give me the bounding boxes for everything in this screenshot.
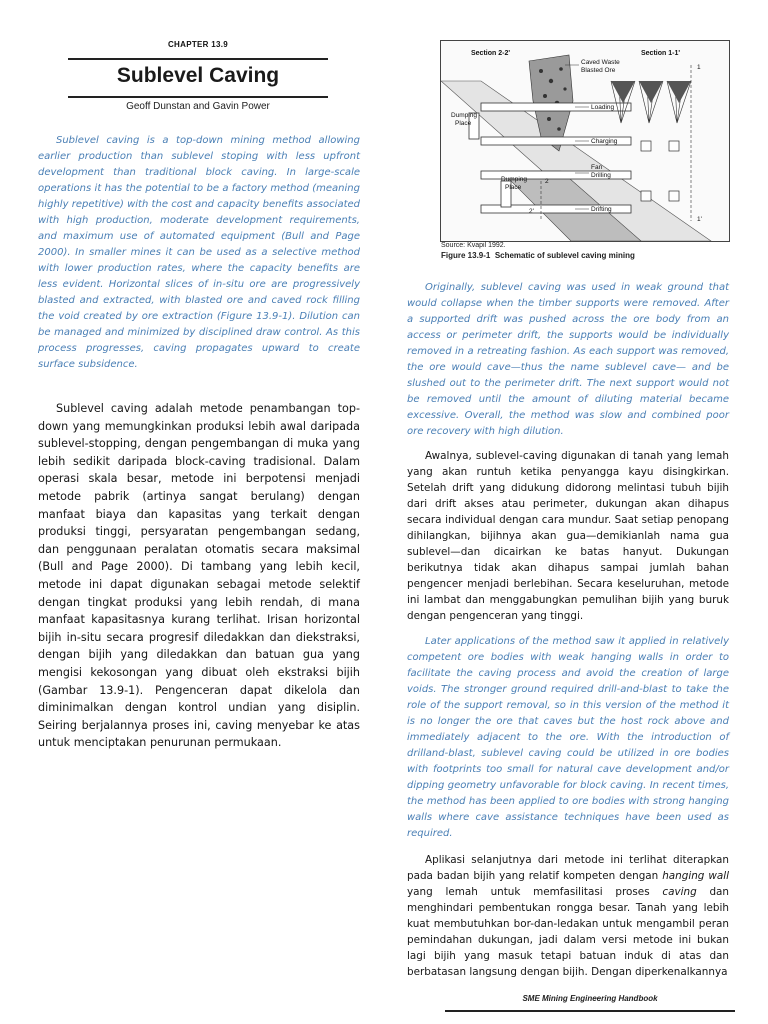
paragraph-2-english: Later applications of the method saw it applied in relatively competent ore bodies with weak hanging walls in order to facilitate the caving process and avoid the creation of large voids. The stronger ground required drill-and-blast to take the role of the support removal, so in this version of the method it is no longer the ore that caves but the host rock above and immediately adjacent to the ore. With the introduction of drilland-blast, sublevel caving could be utilized in ore bodies with footprints too small for natural cave development and/or dipping geometry unfavorable for block caving. In recent times, the method has been applied to ore bodies with strong hanging walls where cave assistance techniques have been used as required. xyxy=(407,636,729,839)
header-rule-top xyxy=(68,58,328,60)
label-dumping-2b: Place xyxy=(505,184,522,191)
label-section-1: Section 1-1' xyxy=(641,50,681,57)
para2-id-hanging-wall: hanging wall xyxy=(662,870,729,882)
chapter-number: CHAPTER 13.9 xyxy=(167,40,229,49)
label-mark-2: 2 xyxy=(545,178,549,185)
paragraph-1-indonesian: Awalnya, sublevel-caving digunakan di tanah yang lemah yang akan runtuh ketika penyangga kayu disingkirkan. Setelah drift yang didukung didorong melintasi tubuh bijih dari drift akses atau perimeter, dukungan akan dihapus secara individual dengan cara mundur. Saat setiap penopang dihilangkan, bijihnya akan gua—demikianlah nama gua sublevel—dan dicairkan ke batas hanyut. Dukungan berikutnya tidak akan dihapus sampai jumlah bahan pengencer menjadi berlebihan. Secara keseluruhan, metode ini lambat dan menggabungkan pemulihan bijih yang buruk dengan pengenceran yang tinggi. xyxy=(407,450,729,622)
label-dumping-1a: Dumping xyxy=(451,112,478,119)
drift-profile-2 xyxy=(669,141,679,151)
drift-profile-3 xyxy=(641,191,651,201)
para2-id-part-a: Aplikasi selanjutnya dari metode ini terlihat diterapkan pada badan bijih yang relatif kompeten dengan xyxy=(407,854,729,882)
label-dumping-1b: Place xyxy=(455,120,472,127)
paragraph-2-indonesian xyxy=(407,852,729,980)
para2-id-caving: caving xyxy=(662,886,697,898)
figure-source: Source: Kvapil 1992. xyxy=(441,242,506,249)
label-section-2: Section 2-2' xyxy=(471,50,511,57)
abstract-english: Sublevel caving is a top-down mining method allowing earlier production than sublevel stoping with less upfront development than traditional block caving. In large-scale operations it has the potential to be a factory method (meaning highly repetitive) with the cost and capacity benefits associated with high production, moderate development requirements, and maximum use of automated equipment (Bull and Page 2000). In smaller mines it can be used as a selective method with lower production rates, where the capacity benefits are less evident. Horizontal slices of in-situ ore are progressively blasted and extracted, with blasted ore and caved rock filling the void created by ore extraction (Figure 13.9-1). Dilution can be managed and minimized by disciplined draw control. As this process progresses, caving propagates upward to create surface subsidence. xyxy=(38,135,360,370)
para2-id-part-b: yang lemah untuk memfasilitasi proses xyxy=(407,886,663,898)
abstract-indonesian: Sublevel caving adalah metode penambangan top-down yang memungkinkan produksi lebih awal daripada sublevel-stopping, dengan pengembangan di muka yang lebih sedikit daripada block-caving tradisional. Dalam operasi skala besar, metode ini berpotensi menjadi metode pabrik (artinya sangat berulang) dengan manfaat biaya dan kapasitas yang terkait dengan produksi tinggi, persyaratan pengembangan sedang, dan penggunaan peralatan otomatis secara maksimal (Bull and Page 2000). Di tambang yang lebih kecil, metode ini dapat digunakan sebagai metode selektif dengan tingkat produksi yang lebih rendah, di mana manfaat kapasitasnya kurang terlihat. Irisan horizontal bijih in-situ secara progresif diledakkan dan diekstraksi, dengan bijih yang diledakkan dan batuan gua yang mengisi kekosongan yang dibuat oleh ekstraksi bijih (Gambar 13.9-1). Pengenceran dapat dikelola dan diminimalkan dengan kontrol undian yang disiplin. Seiring berjalannya proses ini, caving menyebar ke atas untuk menciptakan penurunan permukaan. xyxy=(38,402,360,750)
figure-diagram xyxy=(441,41,729,241)
label-charging: Charging xyxy=(591,138,618,145)
label-mark-1: 1 xyxy=(697,64,701,71)
label-fan: Fan xyxy=(591,164,603,171)
label-mark-2p: 2' xyxy=(529,208,534,215)
chapter-authors: Geoff Dunstan and Gavin Power xyxy=(126,101,270,112)
figure-caption xyxy=(441,251,635,260)
label-dumping-2a: Dumping xyxy=(501,176,528,183)
label-drifting: Drifting xyxy=(591,206,612,213)
para2-id-part-c: dan menghindari pembentukan rongga besar. Tanah yang lebih kuat membutuhkan bor-dan-ledakan untuk mengambil peran pemindahan dukungan, jadi dalam versi metode ini bukan lagi bijih yang masuk tetapi batuan induk di atas dan berbatasan langsung dengan bijih. Dengan diperkenalkannya xyxy=(407,886,729,978)
section-1-blasted-rings xyxy=(611,81,691,103)
running-footer: SME Mining Engineering Handbook xyxy=(522,994,658,1003)
label-caved-waste: Caved Waste xyxy=(581,59,620,66)
label-loading: Loading xyxy=(591,104,615,111)
label-blasted-ore: Blasted Ore xyxy=(581,67,616,74)
label-mark-1p: 1' xyxy=(697,216,702,223)
footer-rule xyxy=(445,1010,735,1012)
header-rule-bottom xyxy=(68,96,328,98)
figure-caption-number: Figure 13.9-1 xyxy=(441,251,491,260)
drift-profile-1 xyxy=(641,141,651,151)
figure-caption-text: Schematic of sublevel caving mining xyxy=(494,251,635,260)
drift-profile-4 xyxy=(669,191,679,201)
chapter-title: Sublevel Caving xyxy=(116,64,280,87)
label-drilling: Drilling xyxy=(591,172,611,179)
paragraph-1-english: Originally, sublevel caving was used in weak ground that would collapse when the timber supports were removed. After a supported drift was pushed across the ore body from an access or perimeter drift, the supports would be individually removed in a retreating fashion. As each support was removed, the ore would cave—thus the name sublevel cave— and be slushed out to the perimeter drift. The next support would not be removed until the amount of diluting material became excessive. Overall, the method was slow and combined poor ore recovery with high dilution. xyxy=(407,282,729,437)
figure-sublevel-caving xyxy=(440,40,730,242)
